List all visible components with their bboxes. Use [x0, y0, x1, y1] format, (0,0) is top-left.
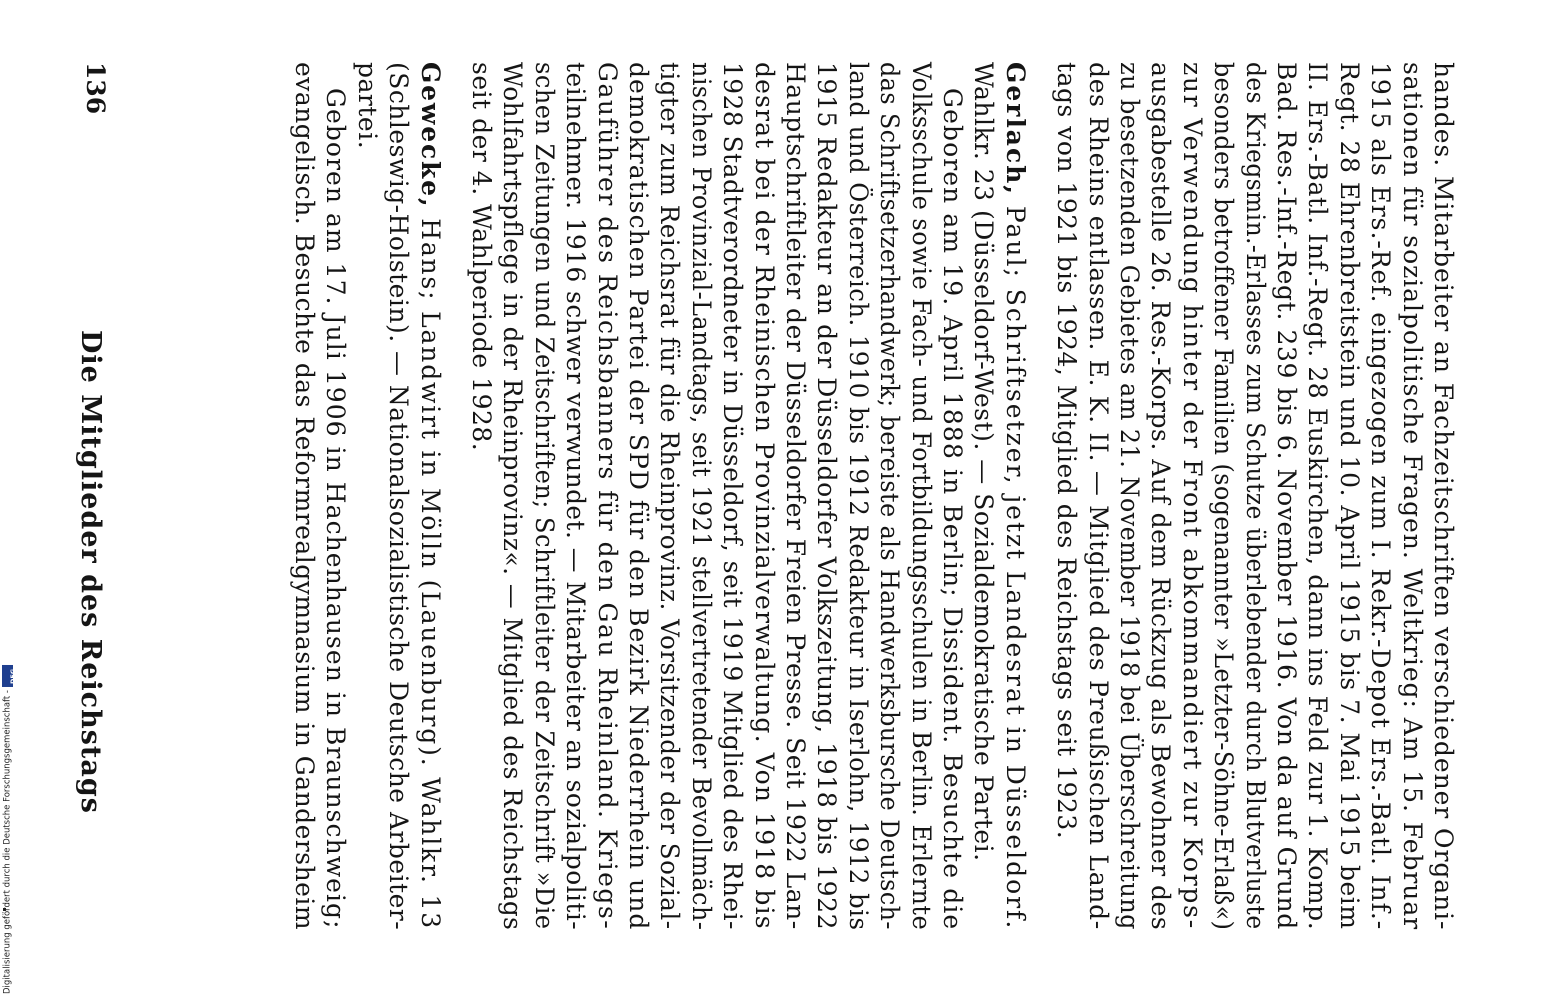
text-line: 1915 Redakteur an der Düsseldorfer Volkszeitung, 1918 bis 1922	[812, 62, 842, 931]
text-line: tags von 1921 bis 1924, Mitglied des Reichstags seit 1923.	[1052, 62, 1082, 840]
text-line: tigter zum Reichsrat für die Rheinprovinz. Vorsitzender der Sozial-	[655, 62, 685, 930]
text-line: schen Zeitungen und Zeitschriften; Schriftleiter der Zeitschrift »Die	[529, 62, 559, 930]
text-line: Hauptschriftleiter der Düsseldorfer Freien Presse. Seit 1922 Lan-	[781, 62, 810, 930]
text-line: II. Ers.-Batl. Inf.-Regt. 28 Euskirchen, dann ins Feld zur 1. Komp.	[1303, 62, 1333, 931]
text-line: sationen für sozialpolitische Fragen. Weltkrieg: Am 15. Februar	[1397, 62, 1427, 931]
text-line: 1928 Stadtverordneter in Düsseldorf, seit 1919 Mitglied des Rhei-	[718, 62, 748, 930]
text-line: land und Österreich. 1910 bis 1912 Redakteur in Iserlohn, 1912 bis	[843, 62, 873, 931]
text-line: des Kriegsmin.-Erlasses zum Schutze überlebender durch Blutverluste	[1240, 62, 1270, 930]
entry-name: Gerlach,	[1000, 62, 1030, 196]
text-line: Geboren am 17. Juli 1906 in Hachenhausen in Braunschweig;	[321, 88, 351, 930]
text-line: zur Verwendung hinter der Front abkommandiert zur Korps-	[1177, 62, 1207, 930]
text-line: evangelisch. Besuchte das Reformrealgymnasium in Gandersheim	[290, 62, 319, 931]
entry-name: Gewecke,	[415, 62, 445, 209]
text-line: desrat bei der Rheinischen Provinzialverwaltung. Von 1918 bis	[749, 62, 779, 930]
text-line: Geboren am 19. April 1888 in Berlin; Dissident. Besuchte die	[938, 88, 967, 931]
text-line: Volksschule sowie Fach- und Fortbildungsschulen in Berlin. Erlernte	[906, 62, 936, 931]
text-line: (Schleswig-Holstein). — Nationalsozialistische Deutsche Arbeiter-	[384, 62, 414, 931]
running-title: Die Mitglieder des Reichstags	[75, 330, 106, 814]
text-line: partei.	[352, 62, 382, 150]
text-line: teilnehmer. 1916 schwer verwundet. — Mitarbeiter an sozialpoliti-	[561, 62, 591, 931]
text-line: Wohlfahrtspflege in der Rheinprovinz«. — Mitglied des Reichstags	[498, 62, 528, 931]
dfg-logo: DFG	[2, 665, 13, 687]
text-line: demokratischen Partei der SPD für den Bezirk Niederrhein und	[624, 62, 653, 931]
text-line: Gerlach, Paul; Schriftsetzer, jetzt Landesrat in Düsseldorf.	[1000, 62, 1030, 931]
text-line: Regt. 28 Ehrenbreitstein und 10. April 1915 bis 7. Mai 1915 beim	[1334, 62, 1364, 930]
text-line: Wahlkr. 23 (Düsseldorf-West). — Sozialdemokratische Partei.	[969, 62, 999, 862]
text-line: seit der 4. Wahlperiode 1928.	[467, 62, 496, 452]
digitization-credit	[2, 665, 17, 994]
text-line: Gauführer des Reichsbanners für den Gau Rheinland. Kriegs-	[592, 62, 622, 931]
text-line: Gewecke, Hans; Landwirt in Mölln (Lauenburg). Wahlkr. 13	[415, 62, 445, 931]
text-line: nischen Provinzial-Landtags, seit 1921 stellvertretender Bevollmäch-	[686, 62, 716, 931]
text-line: ausgabestelle 26. Res.-Korps. Auf dem Rückzug als Bewohner des	[1146, 62, 1176, 931]
text-line: das Schriftsetzerhandwerk; bereiste als Handwerksbursche Deutsch-	[875, 62, 905, 930]
text-line: zu besetzenden Gebietes am 21. November 1918 bei Überschreitung	[1115, 62, 1144, 930]
text-line: handes. Mitarbeiter an Fachzeitschriften verschiedener Organi-	[1429, 62, 1458, 931]
digitization-credit-text: Digitalisierung gefördert durch die Deutsche Forschungsgemeinschaft -	[2, 690, 13, 994]
text-line: Bad. Res.-Inf.-Regt. 239 bis 6. November 1916. Von da auf Grund	[1272, 62, 1301, 930]
text-line: des Rheins entlassen. E. K. II. — Mitglied des Preußischen Land-	[1083, 62, 1113, 930]
text-line: 1915 als Ers.-Ref. eingezogen zum I. Rekr.-Depot Ers.-Batl. Inf.-	[1366, 62, 1396, 931]
page-number: 136	[81, 62, 110, 115]
text-line: besonders betroffener Familien (sogenannter »Letzter-Söhne-Erlaß«)	[1209, 62, 1239, 931]
